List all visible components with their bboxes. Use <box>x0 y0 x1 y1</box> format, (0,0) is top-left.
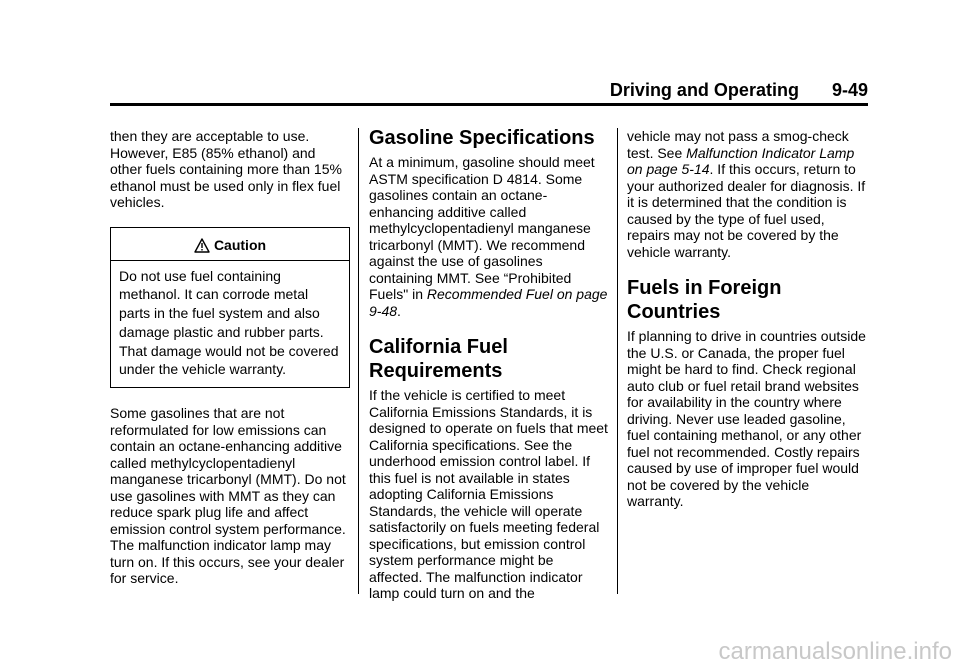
caution-box <box>110 227 350 389</box>
text: . <box>397 302 401 319</box>
paragraph-mmt: Some gasolines that are not reformulated for low emissions can contain an octane-enhancing additive called methylcyclopentadienyl manganese tricarbonyl (MMT). Do not use gasolines with MMT as they can reduce spark plug life and affect emission control system performance. The malfunction indicator lamp may turn on. If this occurs, see your dealer for service. <box>110 405 346 587</box>
heading-california-fuel: California Fuel Requirements <box>369 336 508 382</box>
heading-gasoline-specifications: Gasoline Specifications <box>369 127 595 149</box>
text: At a minimum, gasoline should meet ASTM specification D 4814. Some gasolines contain an octane-enhancing additive called methylcyclopentadienyl manganese tricarbonyl (MMT). We recommend against the use of gasolines containing MMT. See “Prohibited Fuels" in <box>369 154 595 302</box>
paragraph-california: If the vehicle is certified to meet California Emissions Standards, it is designed to operate on fuels that meet California specifications. See the underhood emission control label. If this fuel is not available in states adopting California Emissions Standards, the vehicle will operate satisfactorily on fuels meeting federal specifications, but emission control system performance might be affected. The malfunction indicator lamp could turn on and the <box>369 387 608 601</box>
paragraph-smog-check <box>627 128 869 260</box>
paragraph-e85: then they are acceptable to use. However, E85 (85% ethanol) and other fuels containing more than 15% ethanol must be used only in flex fuel vehicles. <box>110 128 342 210</box>
cross-reference-link[interactable]: Recommended Fuel on page 9-48 <box>369 286 608 319</box>
column-left <box>110 128 350 587</box>
paragraph-gasoline-spec <box>369 154 609 319</box>
header-rule <box>110 103 868 106</box>
page-header <box>110 80 868 104</box>
paragraph-foreign: If planning to drive in countries outside the U.S. or Canada, the proper fuel might be hard to find. Check regional auto club or fuel retail brand websites for availability in the country where driving. Never use leaded gasoline, fuel containing methanol, or any other fuel not recommended. Costly repairs caused by use of improper fuel would not be covered by the vehicle warranty. <box>627 328 866 509</box>
caution-title: Caution <box>213 236 267 253</box>
column-divider-2 <box>617 128 618 594</box>
warning-icon <box>194 238 210 253</box>
page-number: 9-49 <box>831 80 868 100</box>
caution-divider <box>111 260 349 261</box>
section-title: Driving and Operating <box>609 80 799 100</box>
text: vehicle may not pass a smog-check test. See <box>627 128 849 161</box>
caution-text: Do not use fuel containing methanol. It can corrode metal parts in the fuel system and also damage plastic and rubber parts. That damage would not be covered under the vehicle warranty. <box>119 267 339 378</box>
column-middle <box>369 128 609 602</box>
watermark: carmanualsonline.info <box>718 638 952 665</box>
text: . If this occurs, return to your authorized dealer for diagnosis. If it is determined that the condition is caused by the type of fuel used, repairs may not be covered by the vehicle warranty. <box>627 161 866 260</box>
heading-foreign-countries: Fuels in Foreign Countries <box>627 277 782 323</box>
column-right <box>627 128 869 510</box>
caution-heading <box>119 234 341 256</box>
column-divider-1 <box>358 128 359 594</box>
cross-reference-link[interactable]: Malfunction Indicator Lamp on page 5-14 <box>627 144 855 177</box>
